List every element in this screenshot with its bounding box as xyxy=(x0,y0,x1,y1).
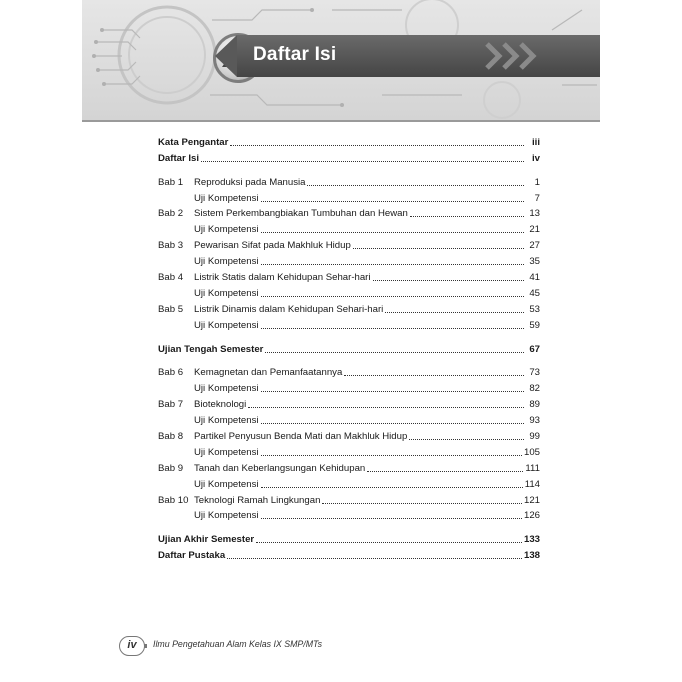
toc-row-bab-7-uji[interactable]: Uji Kompetensi 93 xyxy=(194,415,540,427)
toc-row-bab-5-uji[interactable]: Uji Kompetensi 59 xyxy=(194,319,540,331)
toc-row-bab-3-uji[interactable]: Uji Kompetensi 35 xyxy=(194,256,540,268)
toc-row-bab-9[interactable]: Bab 9 Tanah dan Keberlangsungan Kehidupan 111 xyxy=(158,462,540,474)
header-divider xyxy=(82,120,600,122)
toc-row-daftar-isi[interactable]: Daftar Isi iv xyxy=(158,152,540,164)
title-band xyxy=(237,35,600,77)
toc-row-bab-5[interactable]: Bab 5 Listrik Dinamis dalam Kehidupan Sehari-hari 53 xyxy=(158,303,540,315)
page-title: Daftar Isi xyxy=(253,44,337,65)
toc-row-bab-2-uji[interactable]: Uji Kompetensi 21 xyxy=(194,224,540,236)
toc-row-kata-pengantar[interactable]: Kata Pengantar iii xyxy=(158,136,540,148)
table-of-contents xyxy=(158,132,540,561)
toc-row-bab-6-uji[interactable]: Uji Kompetensi 82 xyxy=(194,383,540,395)
toc-row-bab-2[interactable]: Bab 2 Sistem Perkembangbiakan Tumbuhan dan Hewan 13 xyxy=(158,208,540,220)
header-banner xyxy=(82,0,600,120)
toc-row-bab-8-uji[interactable]: Uji Kompetensi 105 xyxy=(194,446,540,458)
toc-row-bab-8[interactable]: Bab 8 Partikel Penyusun Benda Mati dan Makhluk Hidup 99 xyxy=(158,431,540,443)
toc-row-bab-10-uji[interactable]: Uji Kompetensi 126 xyxy=(194,510,540,522)
toc-row-bab-9-uji[interactable]: Uji Kompetensi 114 xyxy=(194,478,540,490)
toc-row-bab-6[interactable]: Bab 6 Kemagnetan dan Pemanfaatannya 73 xyxy=(158,367,540,379)
toc-row-bab-1-uji[interactable]: Uji Kompetensi 7 xyxy=(194,192,540,204)
toc-row-bab-4[interactable]: Bab 4 Listrik Statis dalam Kehidupan Sehar-hari 41 xyxy=(158,272,540,284)
chevrons-icon xyxy=(482,41,542,71)
toc-row-daftar-pustaka[interactable]: Daftar Pustaka 138 xyxy=(158,550,540,562)
footer-book-title: Ilmu Pengetahuan Alam Kelas IX SMP/MTs xyxy=(153,639,323,649)
toc-row-bab-3[interactable]: Bab 3 Pewarisan Sifat pada Makhluk Hidup 27 xyxy=(158,240,540,252)
toc-row-bab-4-uji[interactable]: Uji Kompetensi 45 xyxy=(194,287,540,299)
toc-row-bab-10[interactable]: Bab 10 Teknologi Ramah Lingkungan 121 xyxy=(158,494,540,506)
toc-row-ujian-akhir-semester[interactable]: Ujian Akhir Semester 133 xyxy=(158,534,540,546)
page-footer xyxy=(119,636,359,656)
toc-row-bab-1[interactable]: Bab 1 Reproduksi pada Manusia 1 xyxy=(158,176,540,188)
toc-row-ujian-tengah-semester[interactable]: Ujian Tengah Semester 67 xyxy=(158,343,540,355)
footer-page-number: iv xyxy=(119,636,145,656)
toc-row-bab-7[interactable]: Bab 7 Bioteknologi 89 xyxy=(158,399,540,411)
